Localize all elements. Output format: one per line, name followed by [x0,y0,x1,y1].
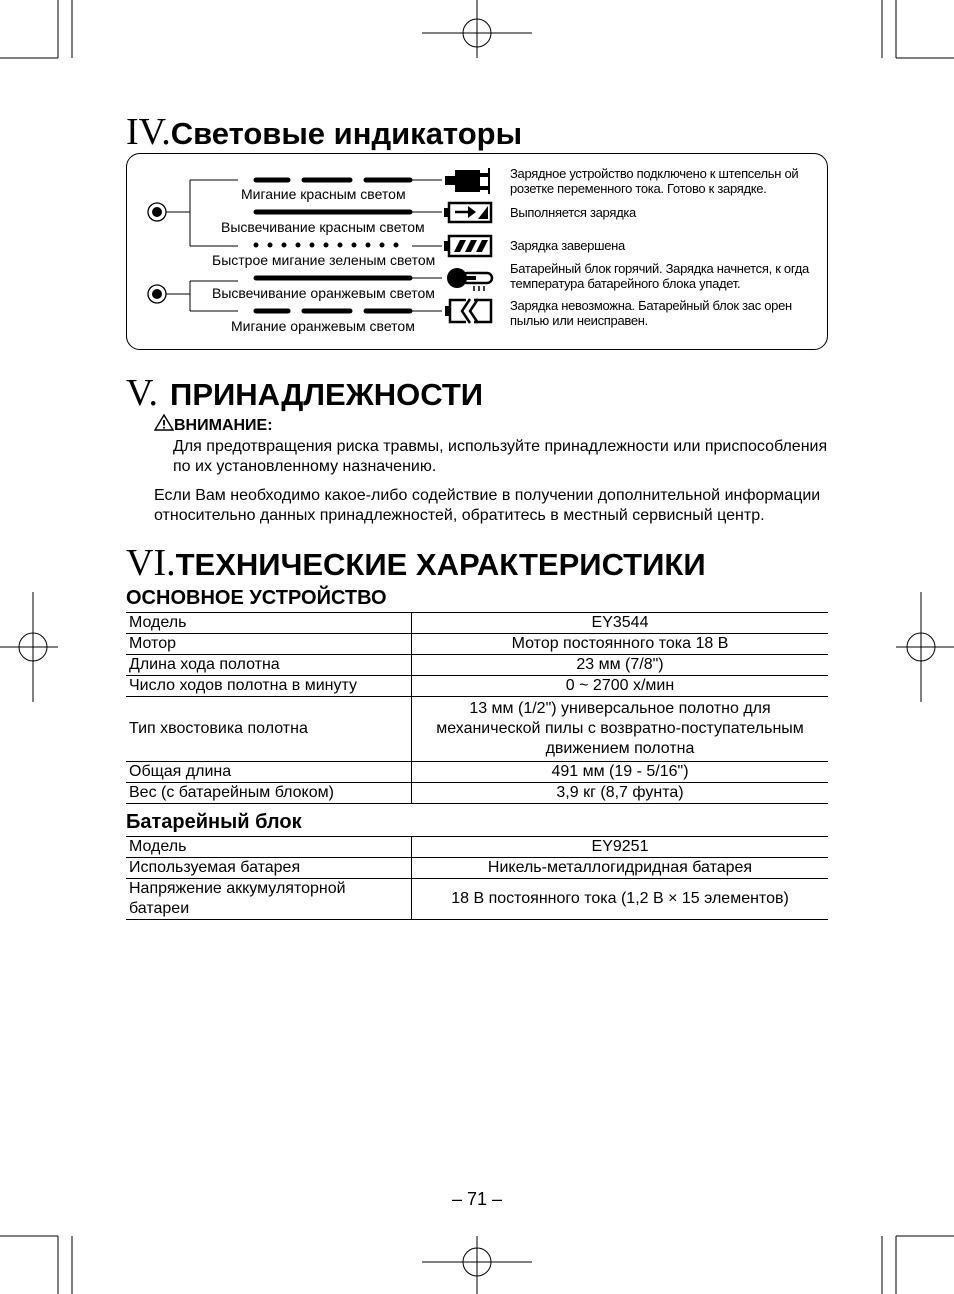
section-vi-title: VI.ТЕХНИЧЕСКИЕ ХАРАКТЕРИСТИКИ [126,542,706,584]
main-unit-title: ОСНОВНОЕ УСТРОЙСТВО [126,587,387,609]
table-row: Вес (с батарейным блоком) 3,9 кг (8,7 фунта) [126,783,828,804]
thermometer-icon [447,268,492,291]
main-unit-table [126,612,828,804]
desc-hot: Батарейный блок горячий. Зарядка начнется, к огда температура батарейного блока упадет. [510,261,809,291]
desc-ready: Зарядное устройство подключено к штепсельн ой розетке переменного тока. Готово к зарядке. [510,166,799,196]
table-row: Общая длина 491 мм (19 - 5/16") [126,762,828,783]
plug-icon [445,168,489,194]
charging-battery-icon [444,203,491,222]
table-row: Напряжение аккумуляторной батареи 18 В постоянного тока (1,2 В × 15 элементов) [126,879,828,920]
section-v-title: V. ПРИНАДЛЕЖНОСТИ [126,372,484,414]
warning-triangle-icon [154,414,174,431]
table-row: Модель EY3544 [126,613,828,634]
table-row: Длина хода полотна 23 мм (7/8") [126,655,828,676]
page-number: – 71 – [451,1189,503,1209]
battery-title: Батарейный блок [126,811,302,833]
desc-charging: Выполняется зарядка [510,205,636,220]
section-iv-title: IV.Световые индикаторы [126,111,523,153]
faulty-battery-icon [445,299,491,323]
table-row: Модель EY9251 [126,837,828,858]
pattern-label-red-solid: Высвечивание красным светом [221,219,425,235]
pattern-label-green-fast: Быстрое мигание зеленым светом [212,252,436,268]
table-row: Число ходов полотна в минуту 0 ~ 2700 х/мин [126,676,828,697]
desc-complete: Зарядка завершена [510,238,625,253]
warning-text: Для предотвращения риска травмы, используйте принадлежности или приспособления по их установленному назначению. [173,438,828,475]
table-row: Используемая батарея Никель-металлогидридная батарея [126,858,828,879]
pattern-label-orange-solid: Высвечивание оранжевым светом [212,285,435,301]
table-row: Мотор Мотор постоянного тока 18 В [126,634,828,655]
pattern-label-red-blink: Мигание красным светом [241,186,406,202]
pattern-label-orange-blink: Мигание оранжевым светом [231,318,415,334]
table-row: Тип хвостовика полотна 13 мм (1/2") универсальное полотно для механической пилы с возвратно-поступательным движением полотна [126,697,828,762]
info-text: Если Вам необходимо какое-либо содействие в получении дополнительной информации относительно данных принадлежностей, обратитесь в местный сервисный центр. [154,487,821,524]
battery-table [126,836,828,920]
desc-fault: Зарядка невозможна. Батарейный блок зас орен пылью или неисправен. [510,298,792,328]
warning-heading: ВНИМАНИЕ: [154,414,273,435]
full-battery-icon [444,236,491,256]
